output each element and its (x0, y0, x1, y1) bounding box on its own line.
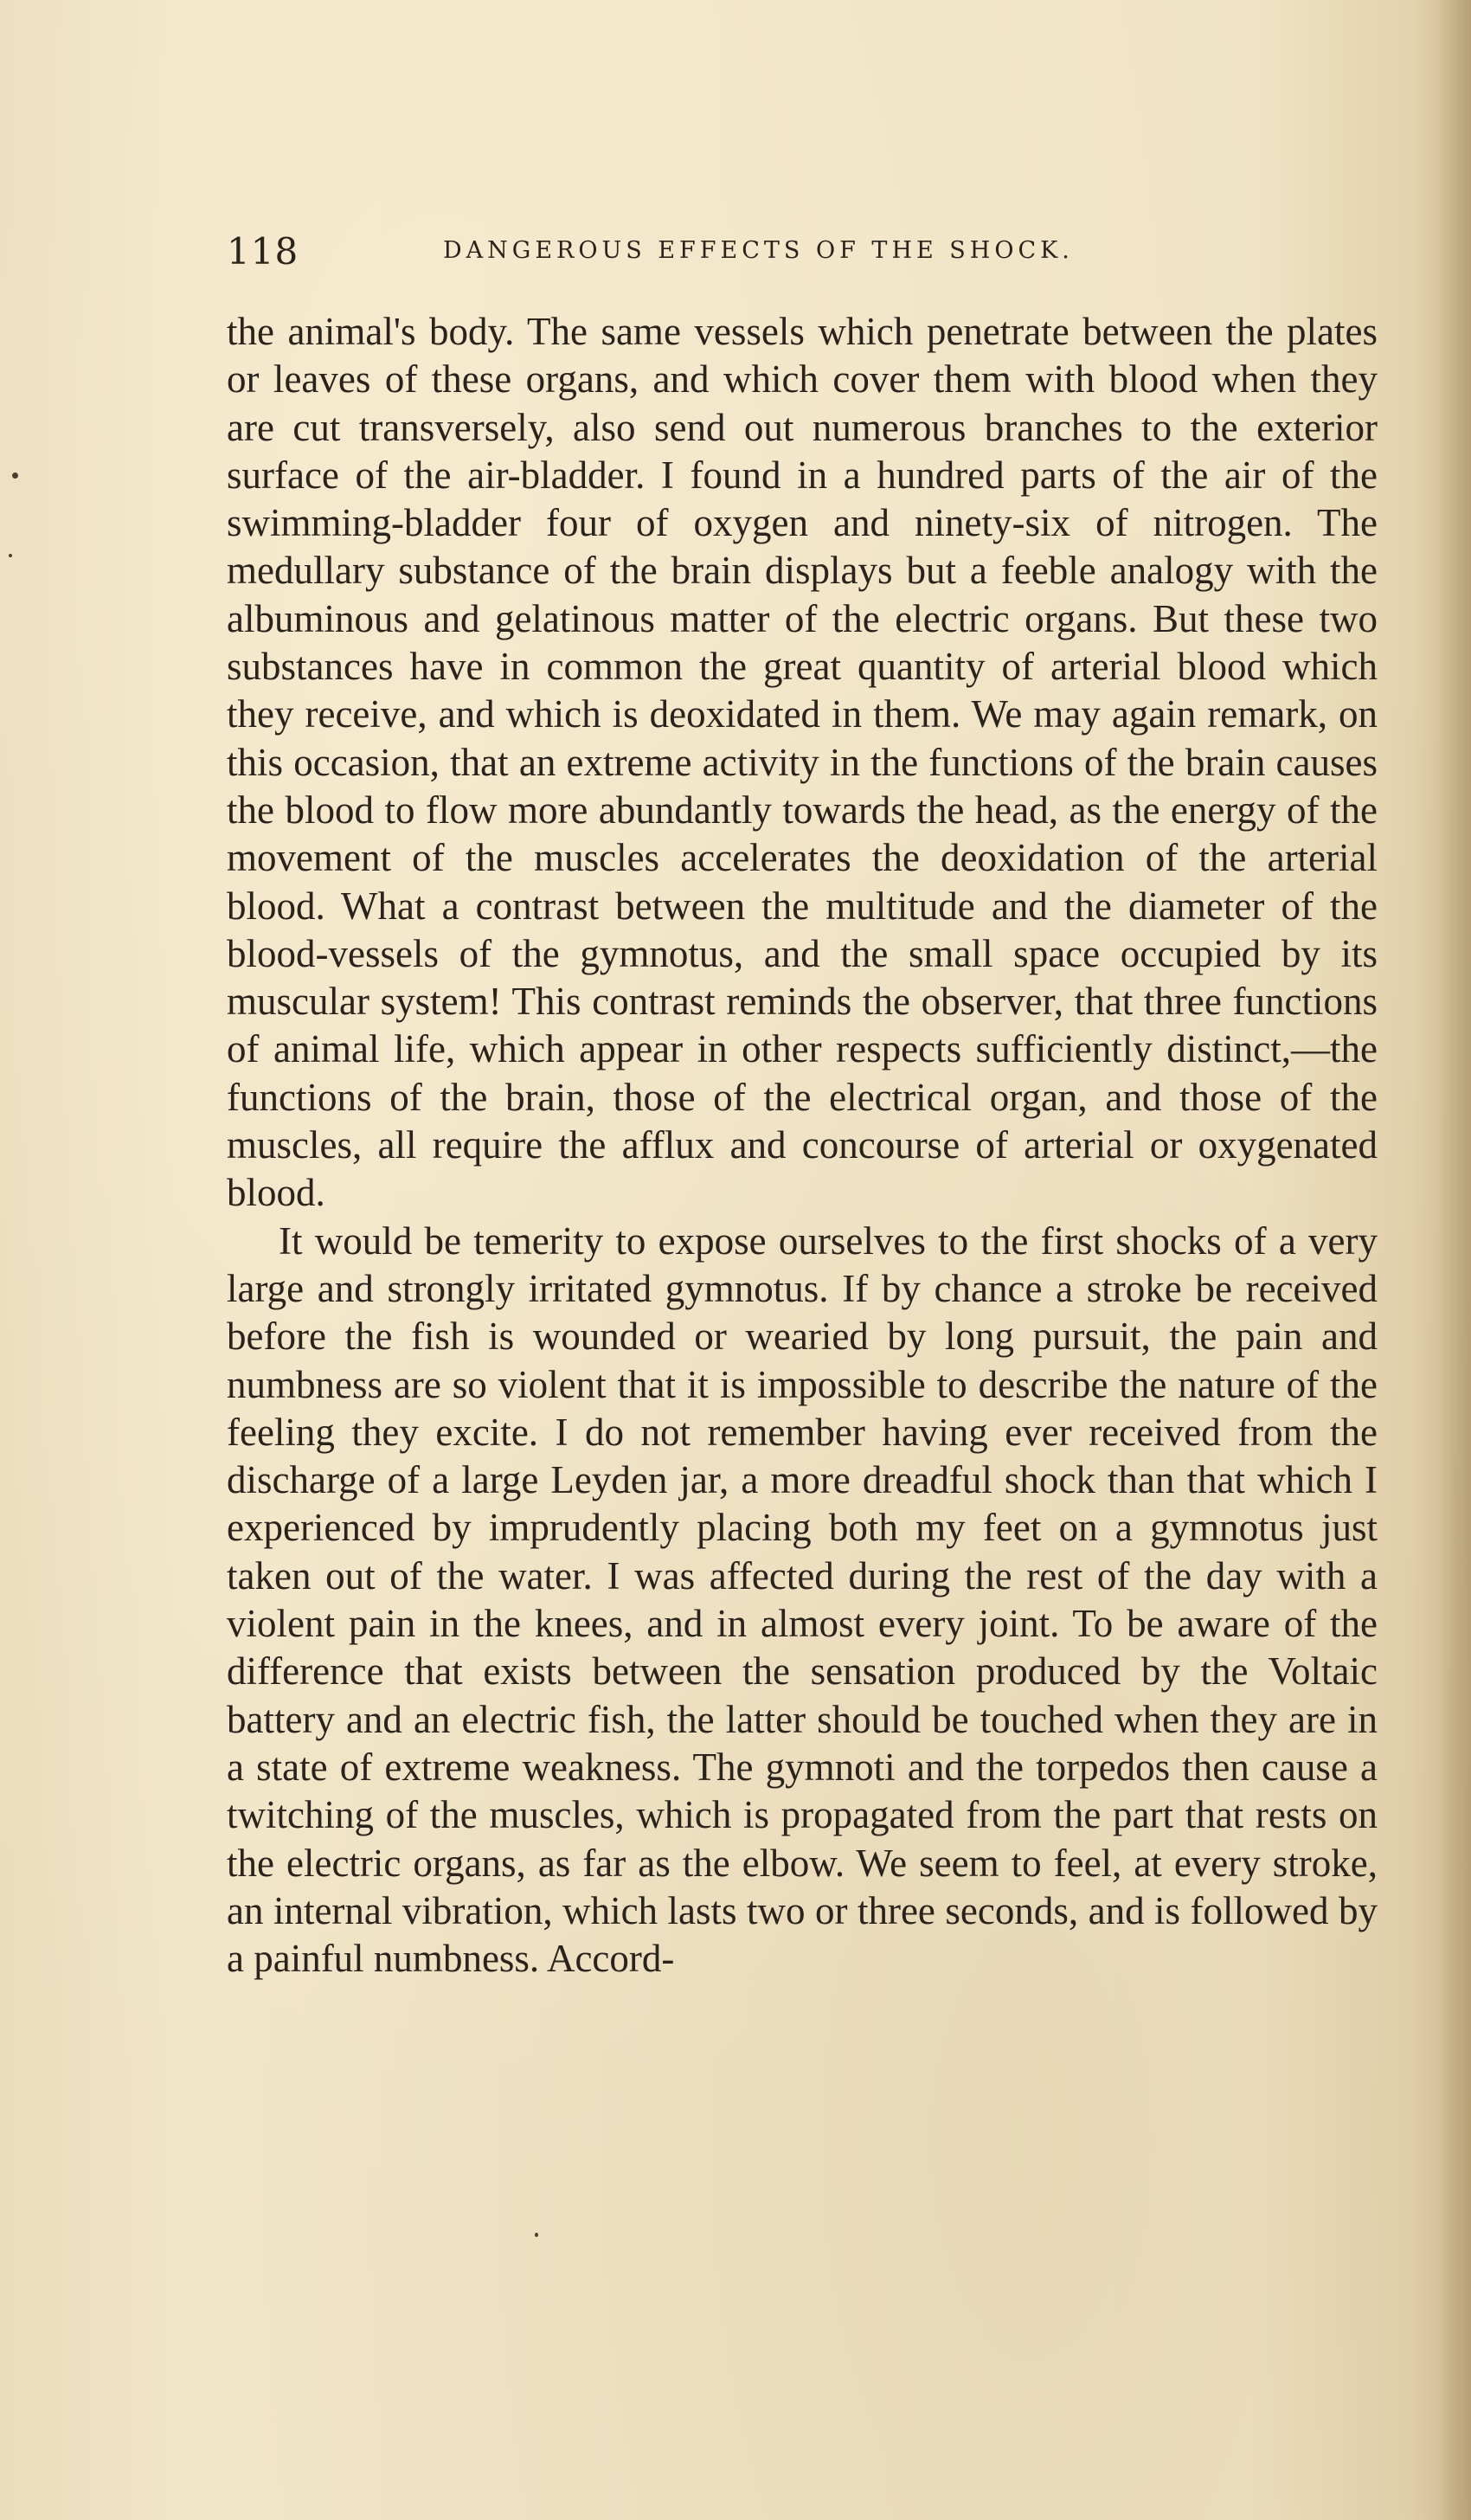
paper-speck (9, 554, 12, 557)
body-text (227, 308, 1378, 1983)
page-edge-shadow (1436, 0, 1471, 2520)
page-header (227, 230, 1386, 282)
running-head: DANGEROUS EFFECTS OF THE SHOCK. (443, 237, 1074, 264)
paper-speck (535, 2233, 538, 2237)
paragraph-2: It would be temerity to expose ourselves to the first shocks of a very large and strongly irritated gymnotus. If by chance a stroke be received before the fish is wounded or wearied by long pursuit, the pain and numbness are so violent that it is impossible to describe the nature of the feeling they excite. I do not remember having ever received from the discharge of a large Leyden jar, a more dreadful shock than that which I experienced by imprudently placing both my feet on a gymnotus just taken out of the water. I was affected during the rest of the day with a violent pain in the knees, and in almost every joint. To be aware of the difference that exists between the sensation produced by the Voltaic battery and an electric fish, the latter should be touched when they are in a state of extreme weakness. The gymnoti and the torpedos then cause a twitching of the muscles, which is propagated from the part that rests on the electric organs, as far as the elbow. We seem to feel, at every stroke, an internal vibration, which lasts two or three seconds, and is followed by a painful numbness. Accord- (227, 1218, 1378, 1981)
paper-speck (12, 472, 18, 479)
page-number: 118 (227, 230, 299, 273)
paragraph-1: the animal's body. The same vessels which penetrate between the plates or leaves of these organs, and which cover them with blood when they are cut transversely, also send out numerous branches to the exterior surface of the air-bladder. I found in a hundred parts of the air of the swimming-bladder four of oxygen and ninety-six of nitrogen. The medullary substance of the brain displays but a feeble analogy with the albuminous and gelatinous matter of the electric organs. But these two substances have in common the great quantity of arterial blood which they receive, and which is deoxidated in them. We may again remark, on this occasion, that an extreme activity in the functions of the brain causes the blood to flow more abundantly towards the head, as the energy of the movement of the muscles accelerates the deoxidation of the arterial blood. What a contrast between the multitude and the diameter of the blood-vessels of the gymnotus, and the small space occupied by its muscular system! This contrast reminds the observer, that three functions of animal life, which appear in other respects sufficiently distinct,—the functions of the brain, those of the electrical organ, and those of the muscles, all require the afflux and concourse of arterial or oxygenated blood. (227, 310, 1378, 1215)
